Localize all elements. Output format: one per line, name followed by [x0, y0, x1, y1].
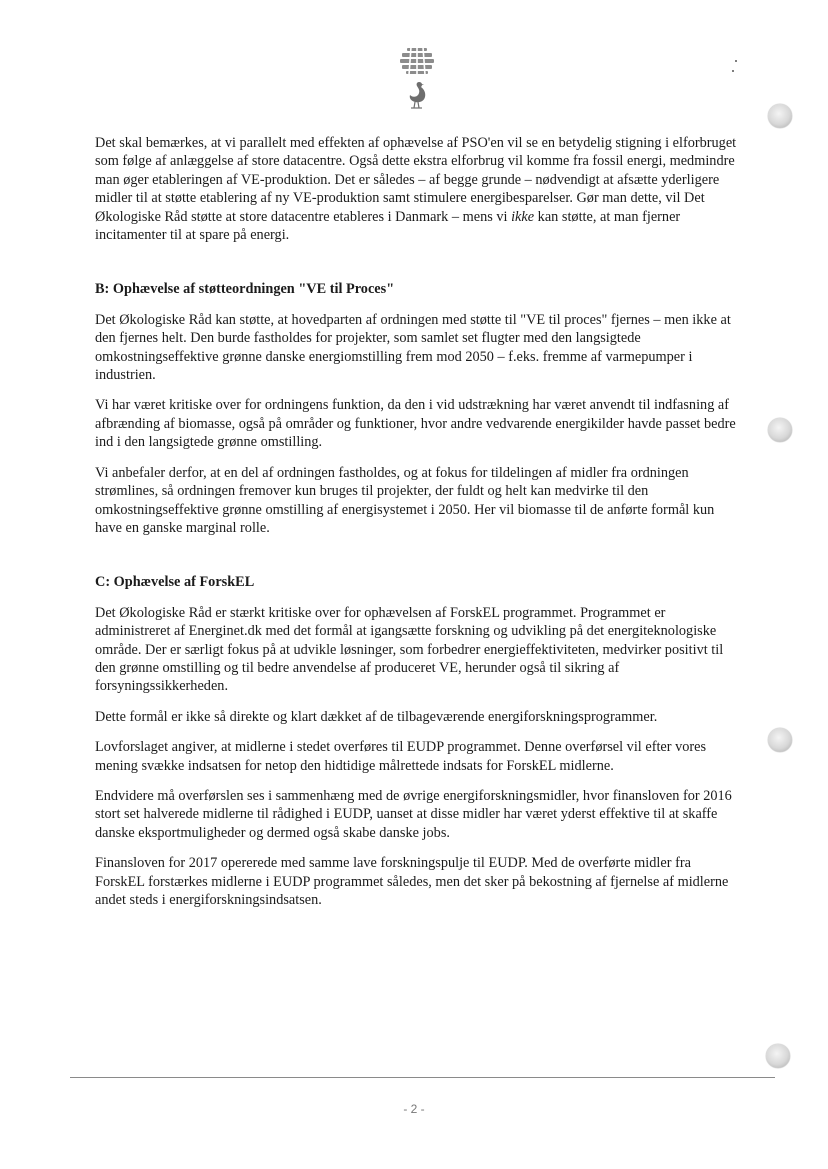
punch-hole — [766, 1044, 790, 1068]
document-body — [95, 134, 740, 921]
punch-hole — [768, 418, 792, 442]
section-c-paragraph: Lovforslaget angiver, at midlerne i stedet overføres til EUDP programmet. Denne overførsel vil efter vores mening svække indsatsen for netop den hidtidige målrettede indsats for ForskEL midlerne. — [95, 739, 707, 774]
section-c-paragraph: Endvidere må overførslen ses i sammenhæng med de øvrige energiforskningsmidler, hvor finansloven for 2016 stort set halverede midlerne til rådighed i EUDP, uanset at disse midler har været yderst effektive til at skaffe danske eksportmuligheder og dermed også skabe danske jobs. — [95, 787, 732, 841]
scan-speck — [735, 60, 737, 62]
intro-paragraph — [95, 134, 740, 244]
page-number: - 2 - — [403, 1102, 425, 1116]
globe-bird-logo-icon — [395, 44, 439, 116]
punch-hole — [768, 104, 792, 128]
section-c-paragraph: Det Økologiske Råd er stærkt kritiske over for ophævelsen af ForskEL programmet. Programmet er administreret af Energinet.dk med det formål at igangsætte forskning og udvikling på det energiteknologiske område. Der er særligt fokus på at udvikle løsninger, som forbedrer energieffektiviteten, medvirker positivt til den grønne omstilling og til bedre anvendelse af produceret VE, herunder også til sikring af forsyningssikkerheden. — [95, 604, 724, 695]
section-c-paragraph: Finansloven for 2017 opererede med samme lave forskningspulje til EUDP. Med de overførte midler fra ForskEL forstærkes midlerne i EUDP programmet således, men det sker på bekostning af fjernelse af midlerne andet steds i energiforskningsindsatsen. — [95, 855, 729, 908]
section-b-paragraph: Vi har været kritiske over for ordningens funktion, da den i vid udstrækning har været anvendt til indfasning af afbrænding af biomasse, også på områder og funktioner, hvor andre vedvarende energikilder havde passet bedre ind i den langsigtede grønne omstilling. — [95, 397, 736, 451]
intro-emphasis: ikke — [511, 208, 535, 225]
intro-text: Det skal bemærkes, at vi parallelt med effekten af ophævelse af PSO'en vil se en betydelig stigning i elforbruget som følge af anlæggelse af store datacentre. Også dette ekstra elforbrug vil komme fra fossil energi, medmindre man øger etableringen af VE-produktion. Det er således – af begge grunde – nødvendigt at afsætte yderligere midler til at støtte etablering af ny VE-produktion samt stimulere energibesparelser. Gør man dette, vil Det Økologiske Råd støtte at store datacentre etableres i Danmark – mens vi — [95, 135, 737, 225]
punch-hole — [768, 728, 792, 752]
section-b-paragraph: Det Økologiske Råd kan støtte, at hovedparten af ordningen med støtte til "VE til proces" fjernes – men ikke at den fjernes helt. Den burde fastholdes for projekter, som samlet set flugter med den langsigtede omkostningseffektive grønne danske energiomstilling frem mod 2050 – f.eks. fremme af varmepumper i industrien. — [95, 311, 731, 384]
footer-divider — [70, 1077, 775, 1078]
section-b-heading: B: Ophævelse af støtteordningen "VE til Proces" — [95, 281, 395, 298]
section-c-paragraph: Dette formål er ikke så direkte og klart dækket af de tilbageværende energiforskningsprogrammer. — [95, 708, 658, 725]
section-c-heading: C: Ophævelse af ForskEL — [95, 574, 255, 591]
intro-text-end: kan støtte, at man fjerner incitamenter til at spare på energi. — [95, 208, 681, 244]
section-b-paragraph: Vi anbefaler derfor, at en del af ordningen fastholdes, og at fokus for tildelingen af midler fra ordningen strømlines, så ordningen fremover kun bruges til projekter, der fuldt og helt kan medvirke til den omkostningseffektive grønne omstilling af energisystemet i 2050. Her vil biomasse til de anførte formål kun have en ganske marginal rolle. — [95, 464, 715, 536]
scan-speck — [732, 70, 734, 72]
